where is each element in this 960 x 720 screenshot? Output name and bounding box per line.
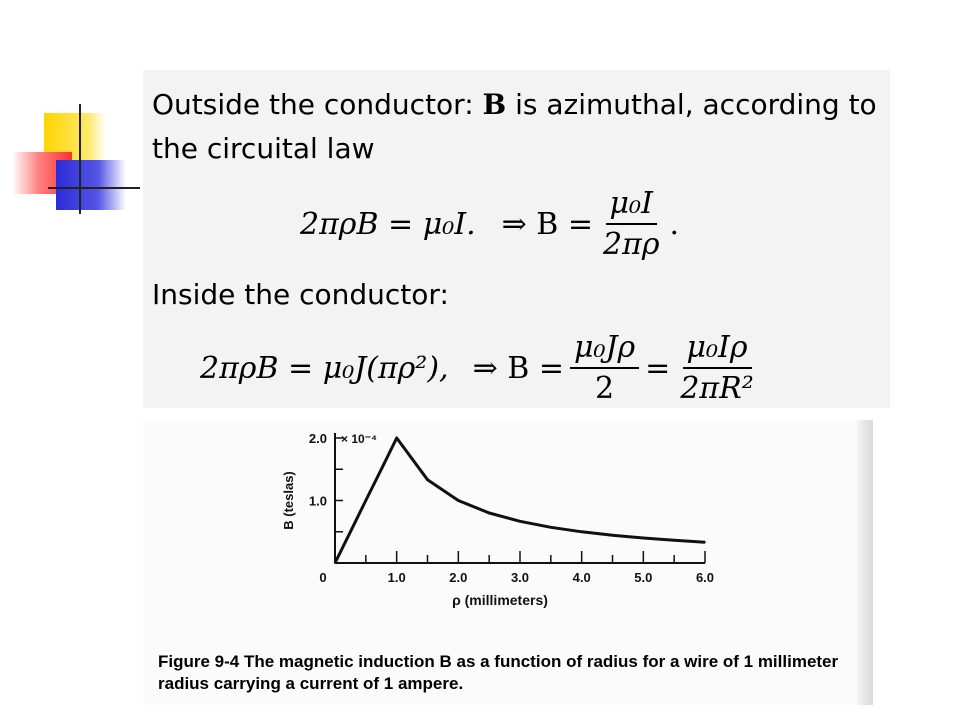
- data-point: [673, 539, 675, 541]
- symbol-b: B: [482, 88, 507, 121]
- y-tick-label: 1.0: [308, 493, 327, 509]
- eq2-denominator-1: 2: [595, 371, 615, 406]
- outside-line-2: the circuital law: [152, 132, 375, 165]
- eq2-fraction-1: [570, 330, 639, 406]
- equation-outside: [300, 186, 679, 262]
- x-tick-label: 6.0: [695, 570, 715, 585]
- outside-suffix: is azimuthal, according to: [515, 88, 877, 121]
- eq1-denominator: 2πρ: [603, 227, 660, 262]
- eq1-tail: .: [669, 206, 680, 242]
- eq2-numerator-1: μ₀Jρ: [570, 330, 639, 369]
- slide-corner-decoration: [0, 0, 150, 230]
- x-tick-label: 4.0: [572, 570, 591, 585]
- eq2-implies: ⇒ B =: [472, 350, 564, 386]
- eq2-equals: =: [645, 350, 671, 386]
- chart-labels: [281, 431, 714, 608]
- data-point: [643, 537, 645, 539]
- data-point: [334, 562, 336, 564]
- y-multiplier-label: × 10⁻⁴: [341, 432, 377, 446]
- data-point: [365, 500, 367, 502]
- data-point: [704, 541, 706, 543]
- eq2-lhs: 2πρB = μ₀J(πρ²),: [200, 350, 449, 386]
- b-vs-radius-chart: [255, 418, 735, 618]
- eq1-numerator: μ₀I: [606, 186, 657, 225]
- eq2-numerator-2: μ₀Iρ: [683, 330, 752, 369]
- data-point: [396, 437, 398, 439]
- data-point: [612, 534, 614, 536]
- chart-ticks: [335, 438, 705, 563]
- x-tick-label: 5.0: [634, 570, 653, 585]
- outside-prefix: Outside the conductor:: [152, 88, 474, 121]
- data-point: [427, 479, 429, 481]
- b-field-curve: [335, 438, 705, 563]
- data-point: [488, 512, 490, 514]
- vertical-line-decoration: [79, 104, 81, 214]
- chart-series: [334, 437, 706, 564]
- data-point: [458, 500, 460, 502]
- eq2-denominator-2: 2πR²: [680, 371, 754, 406]
- outside-heading: [152, 88, 877, 121]
- equation-inside: [200, 330, 764, 406]
- eq1-implies: ⇒ B =: [501, 206, 594, 242]
- x-axis-label: ρ (millimeters): [452, 592, 548, 608]
- x-tick-label: 3.0: [510, 570, 530, 585]
- x-tick-label: 0: [319, 570, 327, 585]
- y-tick-label: 2.0: [308, 431, 327, 446]
- x-tick-label: 2.0: [449, 570, 468, 585]
- eq2-fraction-2: [676, 330, 757, 406]
- eq1-fraction: [599, 186, 663, 262]
- data-point: [550, 527, 552, 529]
- blue-square-decoration: [56, 160, 126, 210]
- data-point: [380, 468, 382, 470]
- x-tick-label: 1.0: [387, 570, 406, 585]
- figure-number: Figure 9-4: [158, 652, 240, 671]
- eq1-lhs: 2πρB = μ₀I.: [300, 206, 476, 242]
- y-axis-label: B (teslas): [281, 471, 296, 530]
- data-point: [350, 531, 352, 533]
- figure-caption: [158, 651, 878, 695]
- data-point: [519, 521, 521, 523]
- figure-caption-text: The magnetic induction B as a function of radius for a wire of 1 millimeter radius carrying a current of 1 ampere.: [158, 652, 839, 693]
- horizontal-line-decoration: [48, 187, 140, 189]
- inside-heading: Inside the conductor:: [152, 278, 449, 311]
- data-point: [581, 531, 583, 533]
